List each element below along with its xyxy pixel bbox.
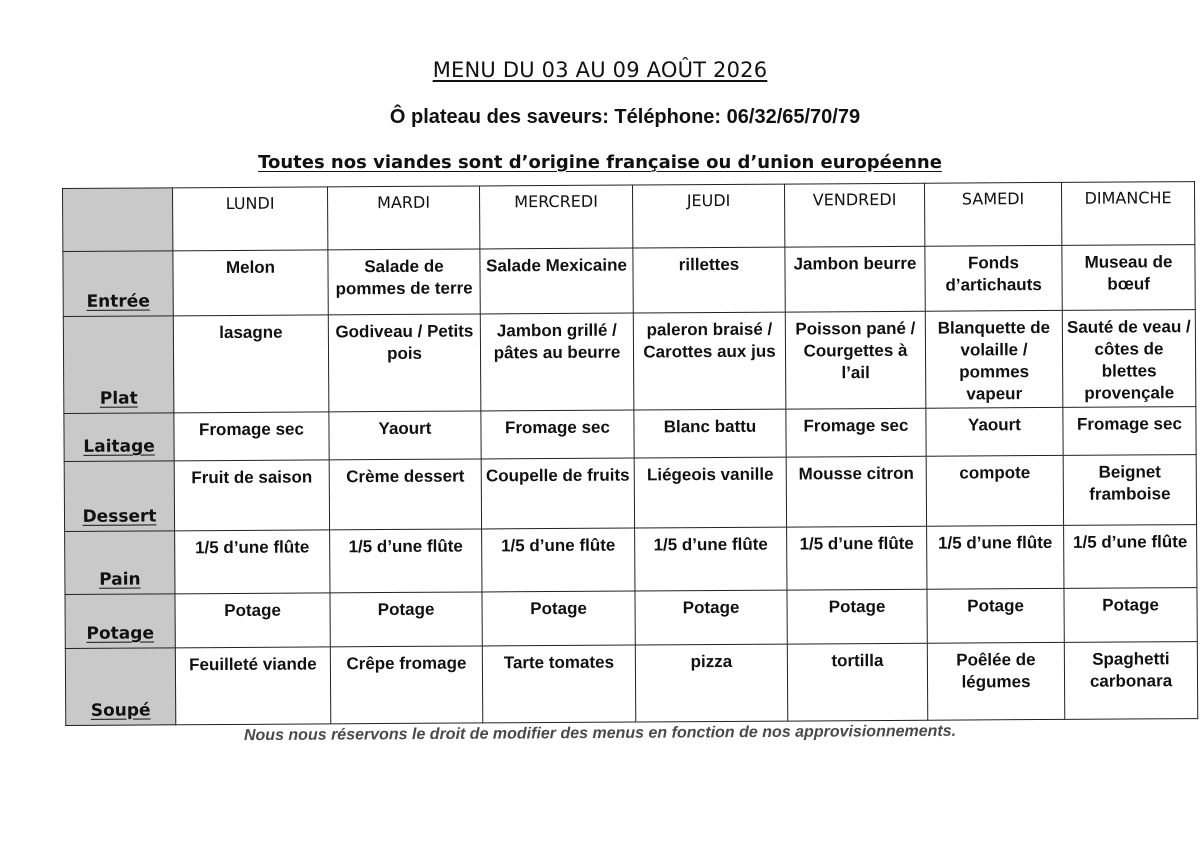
menu-cell: Melon (173, 250, 328, 316)
row-label-pain: Pain (65, 531, 175, 595)
menu-cell: Godiveau / Petits pois (328, 314, 481, 412)
menu-cell: Spaghetti carbonara (1064, 642, 1197, 720)
meat-origin-notice: Toutes nos viandes sont d’origine française ou d’union européenne (258, 152, 942, 173)
menu-cell: Sauté de veau / côtes de blettes provençale (1062, 310, 1196, 408)
menu-cell: tortilla (787, 643, 927, 721)
menu-cell: 1/5 d’une flûte (787, 526, 927, 590)
row-label-laitage: Laitage (64, 413, 174, 462)
menu-cell: Feuilleté viande (175, 647, 330, 725)
menu-cell: pizza (635, 644, 787, 722)
menu-cell: Museau de bœuf (1062, 245, 1195, 311)
menu-row-dessert (64, 455, 1196, 532)
page-title: MENU DU 03 AU 09 AOÛT 2026 (432, 58, 768, 82)
menu-cell: Potage (175, 593, 330, 648)
menu-cell: Potage (635, 590, 787, 645)
row-label-plat: Plat (63, 316, 174, 414)
menu-row-potage (65, 588, 1197, 649)
menu-cell: Fruit de saison (174, 460, 329, 531)
menu-cell: Poisson pané / Courgettes à l’ail (785, 311, 926, 409)
menu-cell: Potage (927, 588, 1064, 643)
menu-cell: Blanc battu (634, 409, 786, 458)
day-header-vendredi: VENDREDI (784, 183, 924, 247)
day-header-jeudi: JEUDI (632, 184, 784, 248)
menu-cell: paleron braisé / Carottes aux jus (633, 312, 786, 410)
day-header-mardi: MARDI (327, 186, 479, 250)
menu-cell: Crème dessert (329, 459, 481, 530)
menu-cell: rillettes (633, 247, 785, 313)
day-header-mercredi: MERCREDI (479, 185, 632, 249)
row-label-dessert: Dessert (64, 461, 174, 532)
menu-cell: Liégeois vanille (634, 457, 786, 528)
menu-row-pain (65, 525, 1197, 595)
day-header-row (63, 182, 1195, 252)
corner-cell (63, 188, 173, 252)
menu-cell: Potage (1064, 588, 1197, 643)
menu-cell: Fonds d’artichauts (925, 245, 1062, 311)
menu-cell: compote (926, 455, 1063, 526)
menu-cell: Salade de pommes de terre (328, 249, 480, 315)
menu-cell: Poêlée de légumes (927, 642, 1064, 720)
menu-cell: 1/5 d’une flûte (1064, 525, 1197, 589)
supply-disclaimer: Nous nous réservons le droit de modifier des menus en fonction de nos approvisionnements. (243, 722, 957, 745)
menu-cell: Potage (482, 591, 635, 646)
menu-cell: 1/5 d’une flûte (482, 528, 635, 592)
menu-cell: Salade Mexicaine (480, 248, 633, 314)
menu-cell: Beignet framboise (1063, 455, 1196, 526)
menu-cell: lasagne (173, 315, 329, 413)
row-label-potage: Potage (65, 594, 175, 649)
menu-row-plat (63, 310, 1196, 414)
menu-cell: 1/5 d’une flûte (927, 525, 1064, 589)
menu-cell: Coupelle de fruits (481, 458, 634, 529)
menu-cell: Fromage sec (481, 410, 634, 459)
day-header-samedi: SAMEDI (924, 182, 1061, 246)
menu-cell: Fromage sec (174, 412, 329, 461)
menu-row-soupe (65, 642, 1197, 726)
menu-cell: Potage (330, 592, 482, 647)
restaurant-contact: Ô plateau des saveurs: Téléphone: 06/32/65/70/79 (389, 106, 861, 128)
weekly-menu-table (62, 181, 1198, 726)
menu-row-laitage (64, 407, 1196, 462)
menu-cell: 1/5 d’une flûte (330, 529, 482, 593)
menu-cell: Fromage sec (1063, 407, 1196, 456)
day-header-lundi: LUNDI (173, 187, 328, 251)
menu-cell: Yaourt (926, 407, 1063, 456)
menu-cell: Potage (787, 589, 927, 644)
menu-cell: Mousse citron (786, 456, 926, 527)
menu-cell: Crêpe fromage (330, 646, 482, 724)
day-header-dimanche: DIMANCHE (1061, 182, 1194, 246)
row-label-soupe: Soupé (65, 648, 175, 726)
menu-cell: 1/5 d’une flûte (635, 527, 787, 591)
menu-cell: Fromage sec (786, 408, 926, 457)
row-label-entree: Entrée (63, 251, 173, 317)
menu-cell: Jambon grillé / pâtes au beurre (480, 313, 634, 411)
menu-cell: Yaourt (329, 411, 481, 460)
menu-cell: Tarte tomates (482, 645, 635, 723)
menu-cell: Jambon beurre (785, 246, 925, 312)
menu-cell: Blanquette de volaille / pommes vapeur (925, 310, 1063, 408)
menu-cell: 1/5 d’une flûte (175, 530, 330, 594)
menu-row-entree (63, 245, 1195, 317)
